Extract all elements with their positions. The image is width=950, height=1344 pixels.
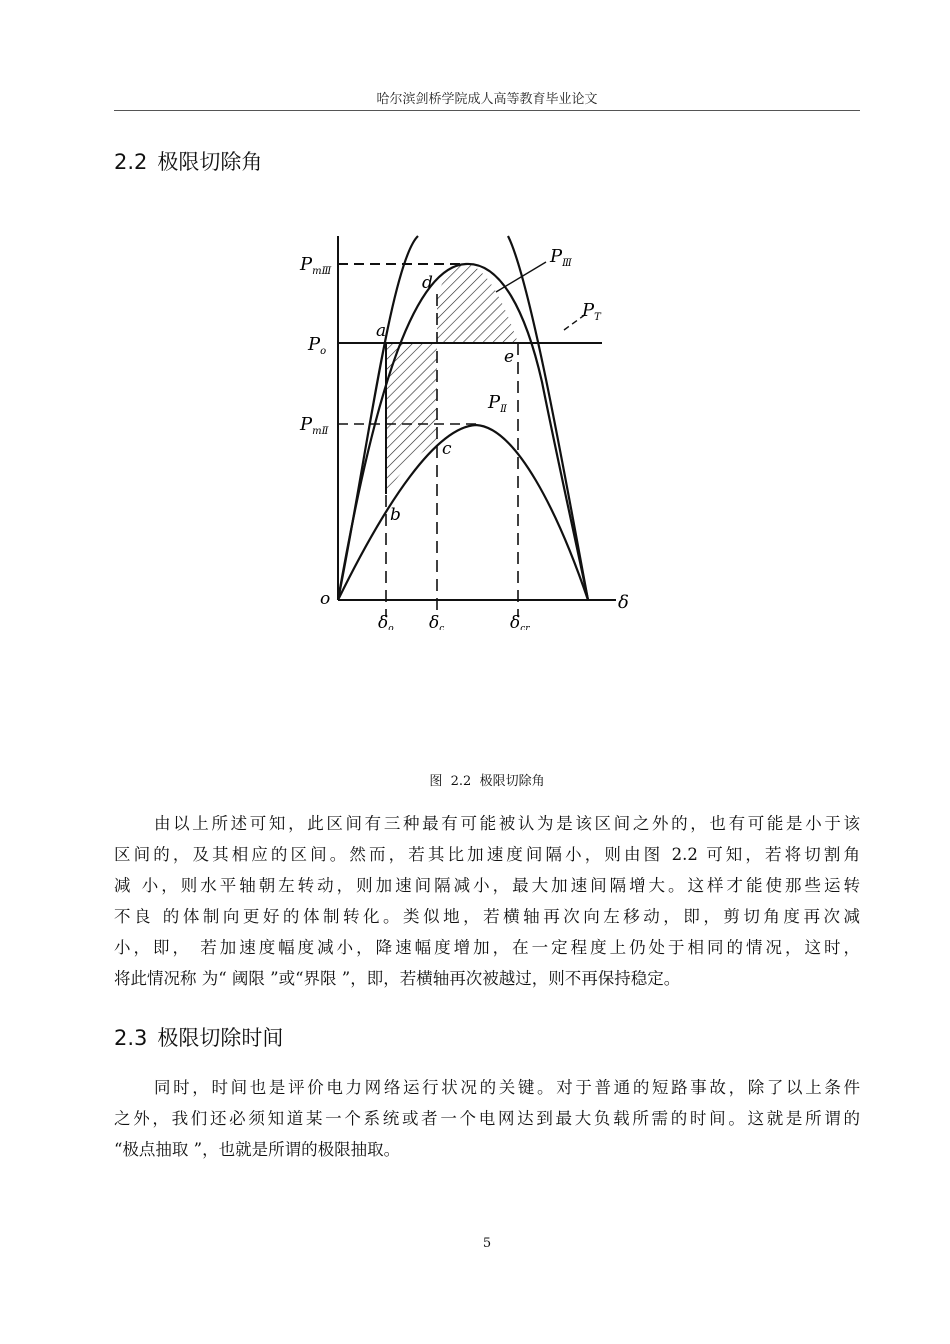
power-angle-diagram	[296, 222, 640, 630]
section-title: 极限切除时间	[157, 1026, 284, 1050]
label-c: c	[442, 439, 452, 459]
paragraph-line: 由以上所述可知，此区间有三种最有可能被认为是该区间之外的，也有可能是小于该	[154, 814, 860, 833]
caption-prefix: 图	[429, 774, 443, 789]
caption-title: 极限切除角	[479, 774, 545, 789]
section-number: 2.3	[114, 1026, 148, 1050]
label-e: e	[504, 347, 515, 367]
decelerating-area	[437, 264, 518, 343]
label-a: a	[376, 321, 387, 341]
paragraph-line: 区间的，及其相应的区间。然而，若其比加速度间隔小，则由图 2.2 可知，若将切割角	[114, 845, 860, 864]
section-heading-2-2	[114, 146, 262, 176]
label-deltacr: δcr	[510, 613, 530, 630]
label-b: b	[390, 505, 401, 525]
power-angle-figure	[296, 222, 640, 630]
label-p2: $P_Ⅱ$	[488, 392, 507, 415]
section-number: 2.2	[114, 150, 148, 174]
section-title: 极限切除角	[157, 150, 263, 174]
caption-number: 2.2	[450, 774, 472, 789]
accelerating-area	[386, 343, 437, 494]
paragraph-line: 减 小，则水平轴朝左转动，则加速间隔减小，最大加速间隔增大。这样才能使那些运转	[114, 876, 860, 895]
paragraph-line: 将此情况称 为“ 阈限 ”或“界限 ”，即，若横轴再次被越过，则不再保持稳定。	[114, 969, 681, 988]
label-pm3: $P_{mⅢ}$	[300, 254, 332, 277]
running-header: 哈尔滨剑桥学院成人高等教育毕业论文	[376, 92, 598, 107]
figure-caption	[114, 770, 860, 789]
curve-pII	[338, 425, 588, 600]
label-p3: $P_Ⅲ$	[550, 246, 572, 269]
label-pt: $P_T$	[582, 300, 601, 323]
paragraph-line: 小，即， 若加速度幅度减小，降速幅度增加，在一定程度上仍处于相同的情况，这时，	[114, 938, 860, 957]
label-pm2: $P_{mⅡ}$	[300, 414, 329, 437]
paragraph-line: 同时，时间也是评价电力网络运行状况的关键。对于普通的短路事故，除了以上条件	[154, 1078, 860, 1097]
label-deltac: δc	[429, 613, 445, 630]
label-delta-axis: δ	[618, 592, 629, 613]
paragraph-line: 不良 的体制向更好的体制转化。类似地，若横轴再次向左移动，即，剪切角度再次减	[114, 907, 860, 926]
p3-leader	[496, 262, 546, 292]
section-heading-2-3	[114, 1022, 283, 1052]
paragraph-line: 之外，我们还必须知道某一个系统或者一个电网达到最大负载所需的时间。这就是所谓的	[114, 1109, 860, 1128]
paragraph-limit-clearing-angle	[114, 808, 860, 994]
label-p0: $P_o$	[308, 334, 327, 357]
page-number: 5	[482, 1236, 492, 1251]
paragraph-limit-clearing-time	[114, 1072, 860, 1165]
label-d: d	[422, 273, 433, 293]
label-origin: o	[320, 589, 331, 609]
label-delta0: δo	[378, 613, 394, 630]
paragraph-line: “极点抽取 ”，也就是所谓的极限抽取。	[114, 1140, 401, 1159]
header-rule	[114, 110, 860, 111]
